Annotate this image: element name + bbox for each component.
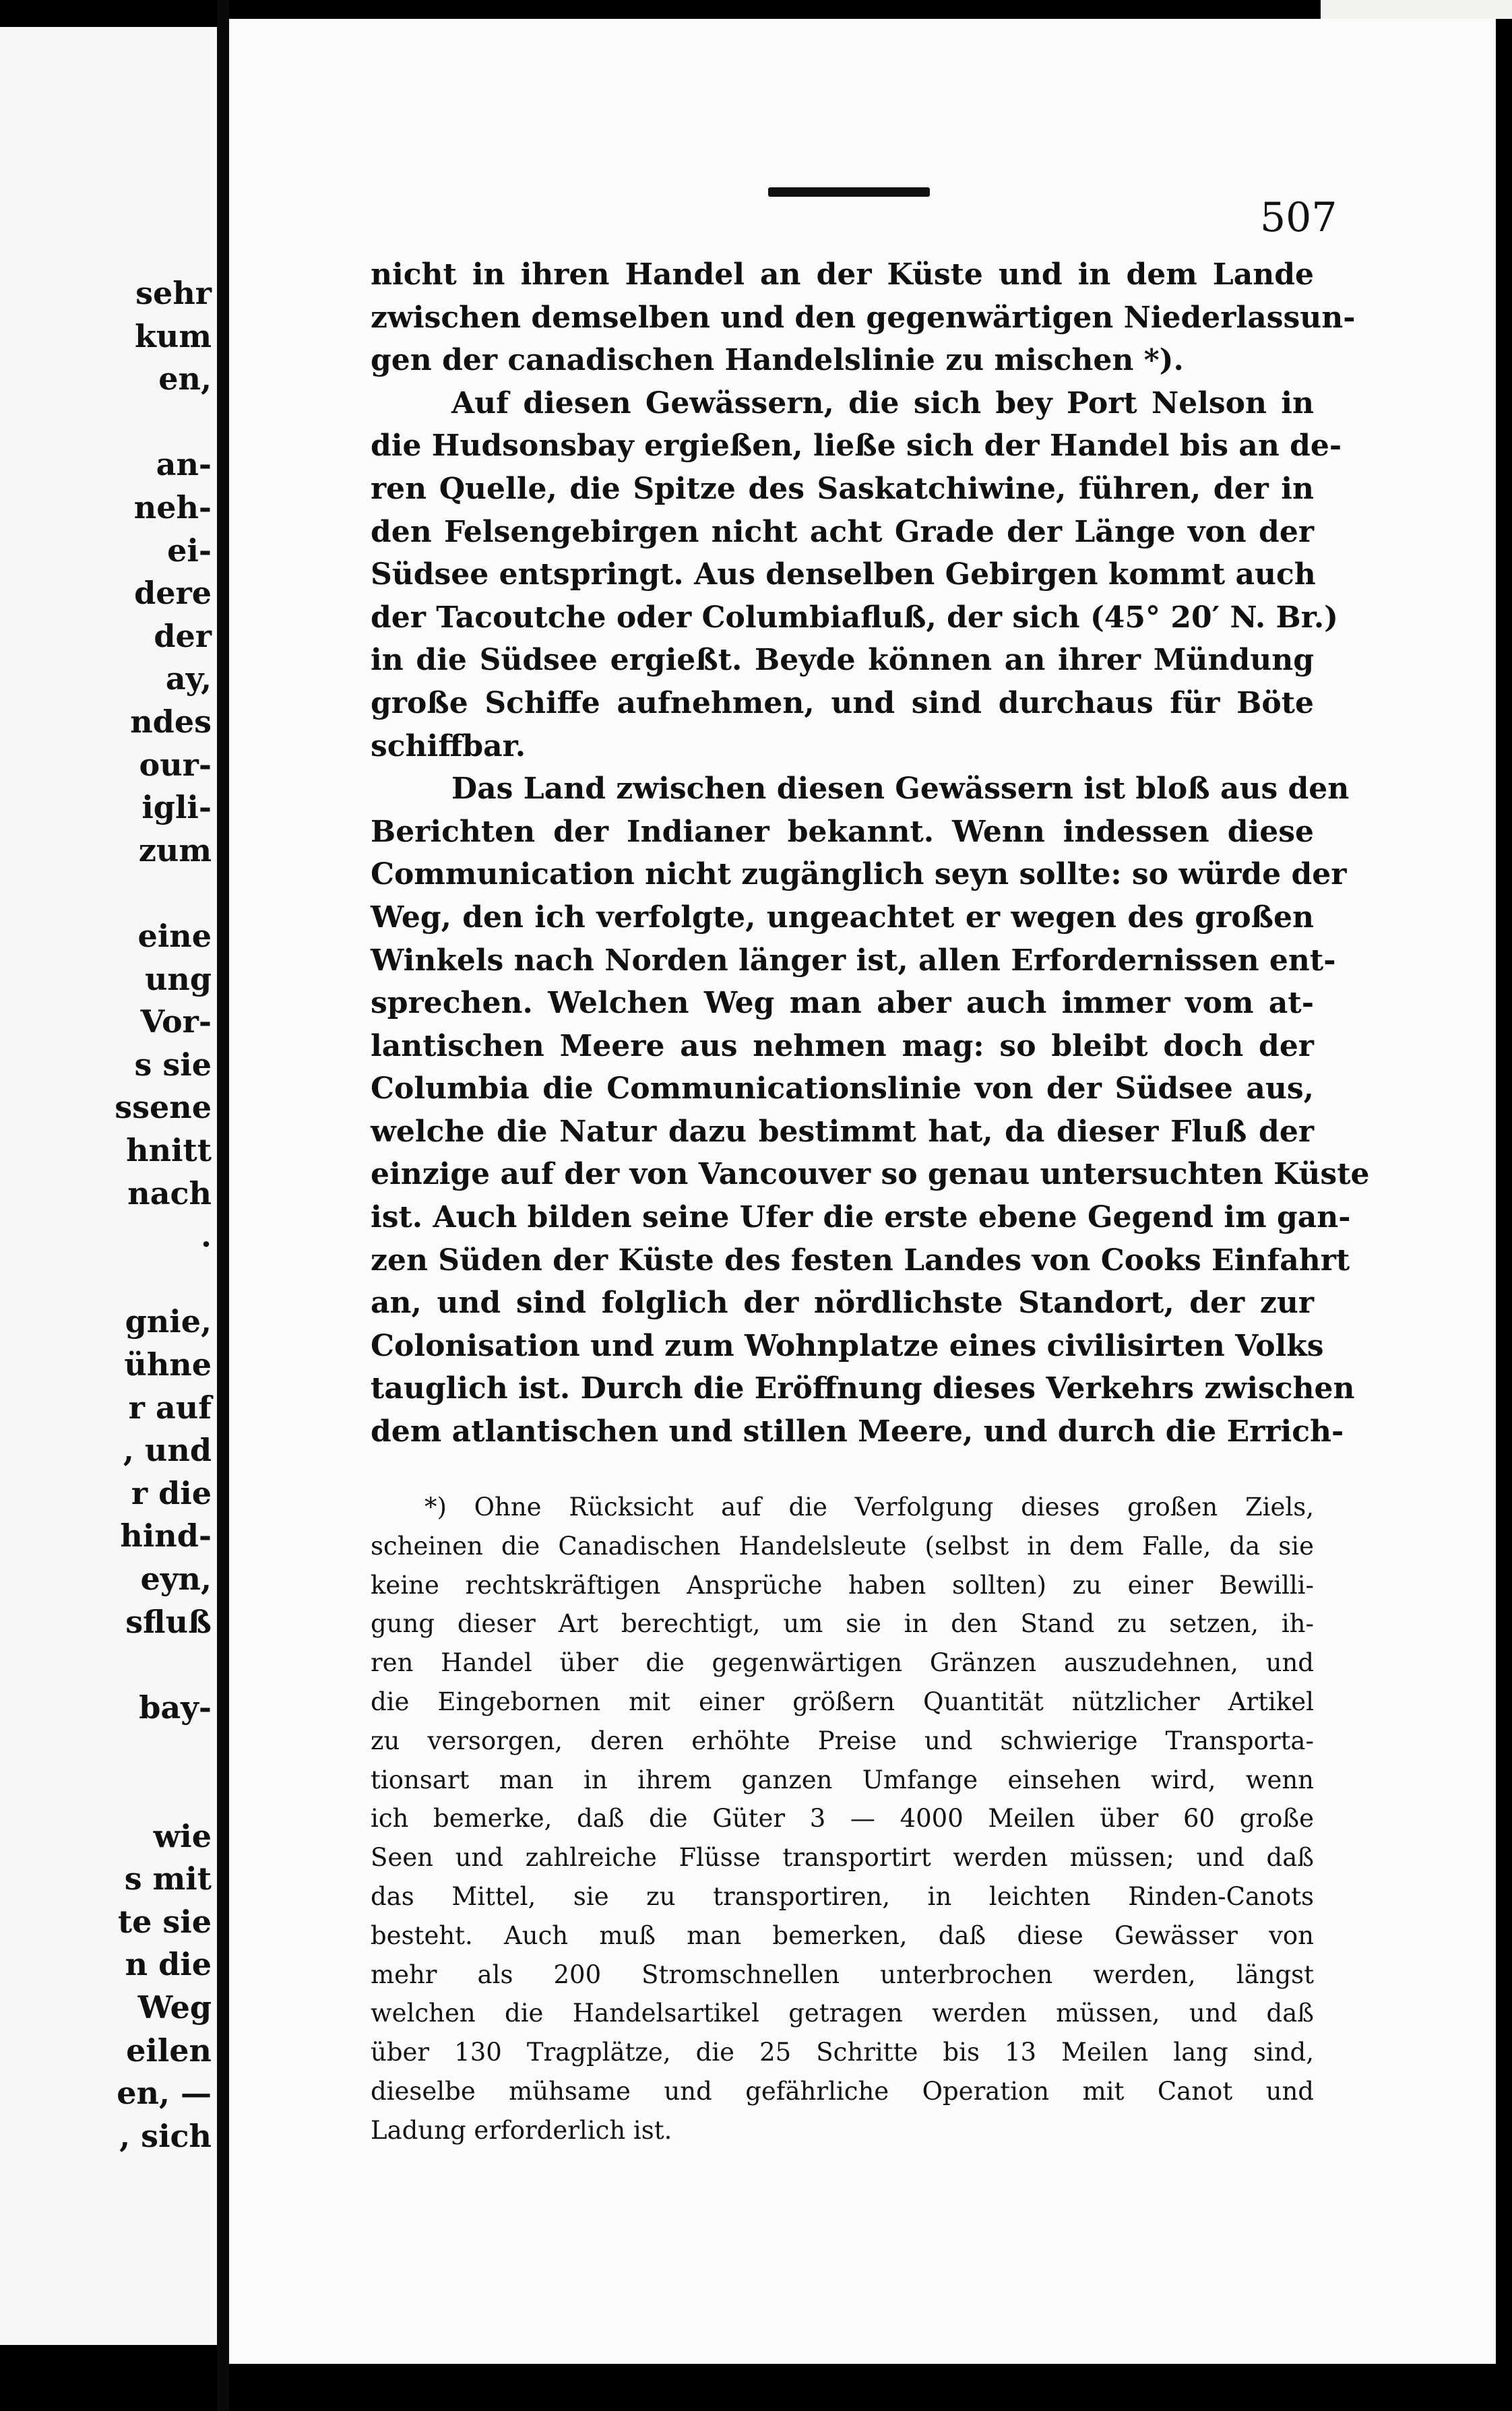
body-line: lantischen Meere aus nehmen mag: so bleibt doch der xyxy=(371,1028,1314,1063)
left-page-line: ndes xyxy=(130,703,212,740)
body-line: die Hudsonsbay ergießen, ließe sich der Handel bis an de- xyxy=(371,429,1342,464)
body-line: gen der canadischen Handelslinie zu mischen *). xyxy=(371,343,1184,378)
footnote-line: welchen die Handelsartikel getragen werden müssen, und daß xyxy=(371,1999,1314,2028)
page-number: 507 xyxy=(1260,194,1337,241)
body-line: tauglich ist. Durch die Eröffnung dieses Verkehrs zwischen xyxy=(371,1371,1355,1406)
body-line: in die Südsee ergießt. Beyde können an ihrer Mündung xyxy=(371,643,1314,678)
left-page-line: ay, xyxy=(165,660,212,697)
left-page-line: ühne xyxy=(124,1346,212,1383)
body-line: zen Süden der Küste des festen Landes von Cooks Einfahrt xyxy=(371,1243,1350,1278)
left-page-line: s mit xyxy=(124,1860,212,1898)
left-page-line: , sich xyxy=(119,2117,212,2154)
left-page-fragment xyxy=(0,27,221,2345)
left-page-line: ung xyxy=(144,960,212,997)
left-page-line: . xyxy=(200,1218,212,1255)
body-line: Südsee entspringt. Aus denselben Gebirgen kommt auch xyxy=(371,557,1316,592)
footnote-line: zu versorgen, deren erhöhte Preise und schwierige Transporta- xyxy=(371,1726,1314,1755)
left-page-line: eine xyxy=(137,918,212,954)
left-page-line: igli- xyxy=(141,789,212,826)
left-page-line: zum xyxy=(138,832,212,869)
footnote-line: die Eingebornen mit einer größern Quantität nützlicher Artikel xyxy=(371,1687,1314,1716)
left-page-line: eilen xyxy=(126,2032,212,2069)
footnote-line: gung dieser Art berechtigt, um sie in den Stand zu setzen, ih- xyxy=(371,1609,1314,1639)
body-line: ist. Auch bilden seine Ufer die erste ebene Gegend im gan- xyxy=(371,1200,1351,1235)
left-page-line: eyn, xyxy=(140,1561,212,1597)
left-page-line: hnitt xyxy=(126,1132,212,1168)
header-rule xyxy=(768,187,930,197)
body-line: sprechen. Welchen Weg man aber auch immer vom at- xyxy=(371,986,1314,1021)
footnote xyxy=(371,1488,1314,2150)
left-page-line: wie xyxy=(153,1817,212,1854)
page-edge xyxy=(1321,0,1512,19)
left-page-line: gnie, xyxy=(125,1303,212,1340)
left-page-line: sfluß xyxy=(125,1603,212,1640)
footnote-line: Ladung erforderlich ist. xyxy=(371,2115,672,2145)
footnote-line: tionsart man in ihrem ganzen Umfange einsehen wird, wenn xyxy=(371,1765,1314,1794)
left-page-line: ssene xyxy=(115,1089,212,1126)
body-line: einzige auf der von Vancouver so genau untersuchten Küste xyxy=(371,1157,1370,1192)
left-page-line: Vor- xyxy=(140,1003,212,1040)
body-line: Colonisation und zum Wohnplatze eines civilisirten Volks xyxy=(371,1328,1324,1363)
left-page-line: bay- xyxy=(139,1689,212,1726)
left-page-line: dere xyxy=(134,575,212,612)
body-line: Das Land zwischen diesen Gewässern ist bloß aus den xyxy=(451,772,1350,807)
body-line: Auf diesen Gewässern, die sich bey Port Nelson in xyxy=(451,385,1314,420)
left-page-line: an- xyxy=(156,446,212,483)
left-page-line: our- xyxy=(139,746,212,783)
body-line: Columbia die Communicationslinie von der Südsee aus, xyxy=(371,1071,1314,1106)
body-line: schiffbar. xyxy=(371,728,526,763)
body-text xyxy=(371,253,1370,1453)
body-line: der Tacoutche oder Columbiafluß, der sich (45° 20′ N. Br.) xyxy=(371,600,1338,635)
footnote-line: scheinen die Canadischen Handelsleute (selbst in dem Falle, da sie xyxy=(371,1531,1314,1561)
footnote-line: keine rechtskräftigen Ansprüche haben sollten) zu einer Bewilli- xyxy=(371,1570,1314,1600)
left-page-line: der xyxy=(154,617,212,654)
left-page-line: r die xyxy=(131,1474,212,1511)
body-line: dem atlantischen und stillen Meere, und durch die Errich- xyxy=(371,1414,1344,1449)
body-line: Communication nicht zugänglich seyn sollte: so würde der xyxy=(371,857,1347,892)
body-line: ren Quelle, die Spitze des Saskatchiwine, führen, der in xyxy=(371,471,1314,506)
left-page-line: neh- xyxy=(133,489,212,526)
body-line: den Felsengebirgen nicht acht Grade der Länge von der xyxy=(371,514,1314,549)
body-line: welche die Natur dazu bestimmt hat, da dieser Fluß der xyxy=(371,1114,1314,1149)
footnote-line: dieselbe mühsame und gefährliche Operation mit Canot und xyxy=(371,2076,1314,2106)
book-gutter xyxy=(217,0,229,2411)
left-page-line: ei- xyxy=(167,532,212,569)
left-page-line: n die xyxy=(125,1946,212,1983)
left-page-line: Weg xyxy=(137,1989,212,2026)
footnote-line: mehr als 200 Stromschnellen unterbrochen werden, längst xyxy=(371,1960,1314,1989)
book-page xyxy=(229,19,1496,2364)
left-page-line: en, — xyxy=(117,2075,212,2112)
footnote-line: das Mittel, sie zu transportiren, in leichten Rinden-Canots xyxy=(371,1881,1314,1911)
footnote-line: über 130 Tragplätze, die 25 Schritte bis 13 Meilen lang sind, xyxy=(371,2038,1314,2067)
body-line: Berichten der Indianer bekannt. Wenn indessen diese xyxy=(371,814,1314,849)
footnote-line: ren Handel über die gegenwärtigen Gränzen auszudehnen, und xyxy=(371,1648,1314,1678)
body-line: große Schiffe aufnehmen, und sind durchaus für Böte xyxy=(371,685,1314,720)
left-page-line: s sie xyxy=(134,1046,212,1083)
footnote-line: ich bemerke, daß die Güter 3 — 4000 Meilen über 60 große xyxy=(371,1804,1314,1834)
footnote-line: *) Ohne Rücksicht auf die Verfolgung dieses großen Ziels, xyxy=(424,1493,1314,1522)
left-page-line: r auf xyxy=(128,1389,212,1426)
left-page-line: kum xyxy=(135,317,212,354)
left-page-line: hind- xyxy=(120,1517,212,1555)
left-page-line: en, xyxy=(158,361,212,398)
footnote-line: Seen und zahlreiche Flüsse transportirt werden müssen; und daß xyxy=(371,1843,1314,1873)
body-line: Weg, den ich verfolgte, ungeachtet er wegen des großen xyxy=(371,900,1314,935)
body-line: Winkels nach Norden länger ist, allen Erfordernissen ent- xyxy=(371,943,1336,978)
body-line: an, und sind folglich der nördlichste Standort, der zur xyxy=(371,1286,1314,1321)
left-page-line: , und xyxy=(123,1432,212,1469)
body-line: zwischen demselben und den gegenwärtigen Niederlassun- xyxy=(371,300,1356,335)
body-line: nicht in ihren Handel an der Küste und in dem Lande xyxy=(371,257,1314,292)
footnote-line: besteht. Auch muß man bemerken, daß diese Gewässer von xyxy=(371,1920,1314,1950)
left-page-line: nach xyxy=(127,1175,212,1212)
left-page-line: te sie xyxy=(117,1903,212,1940)
left-page-line: sehr xyxy=(135,275,212,311)
